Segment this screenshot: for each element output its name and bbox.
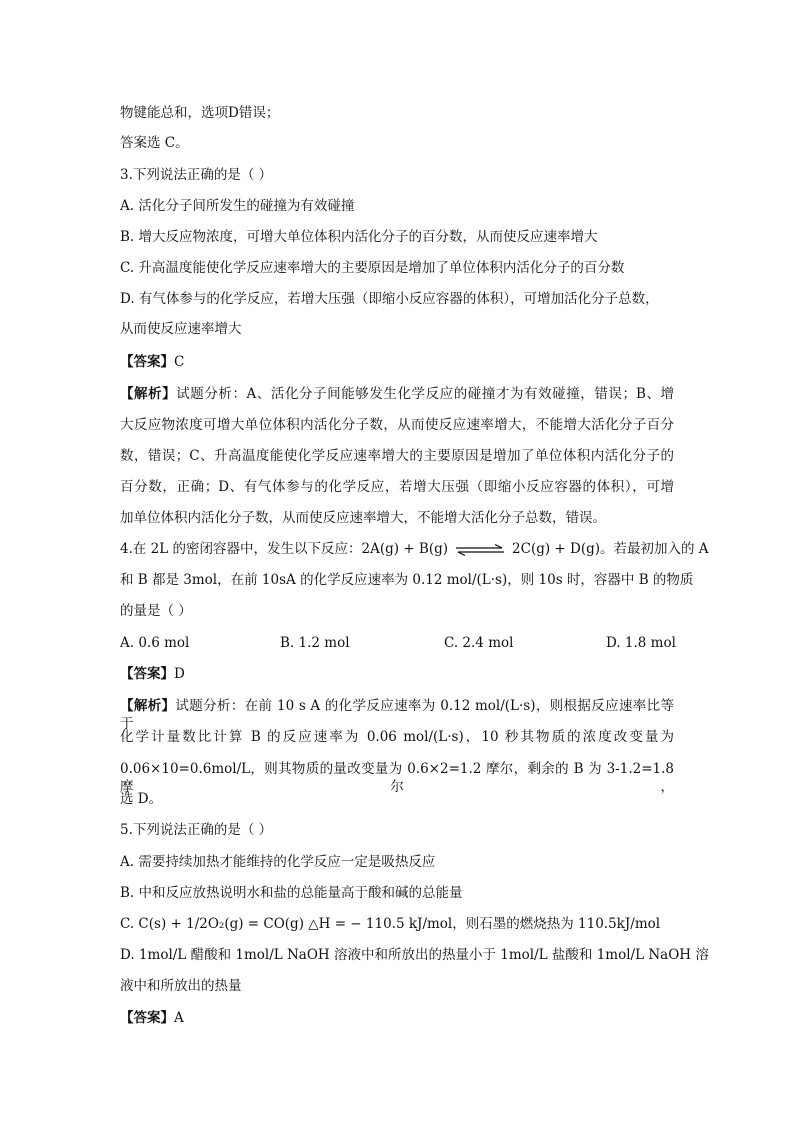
analysis-tag: 【解析】 <box>120 386 177 402</box>
question-3-analysis-line: 大反应物浓度可增大单位体积内活化分子数，从而使反应速率增大，不能增大活化分子百分 <box>120 417 674 433</box>
question-4-analysis-line: 化学计量数比计算 B 的反应速率为 0.06 mol/(L·s)，10 秒其物质的浓度改变量为 <box>120 729 674 745</box>
analysis-text: 试题分析：在前 10 s A 的化学反应速率为 0.12 mol/(L·s)，则根据反应速率比等于 <box>120 698 675 732</box>
question-4-stem-line: 和 B 都是 3mol，在前 10sA 的化学反应速率为 0.12 mol/(L·s)，则 10s 时，容器中 B 的物质 <box>120 572 694 588</box>
answer-tag: 【答案】 <box>120 666 174 682</box>
question-4-answer <box>120 665 185 683</box>
question-3-analysis-line: 加单位体积内活化分子数，从而使反应速率增大，不能增大活化分子总数，错误。 <box>120 510 606 526</box>
text-line: 答案选 C。 <box>120 135 189 151</box>
analysis-tag: 【解析】 <box>120 698 176 714</box>
reaction-lhs: 4.在 2L 的密闭容器中，发生以下反应：2A(g) + B(g) <box>120 541 449 557</box>
equilibrium-arrow-icon <box>454 544 506 556</box>
question-3-option-d: D. 有气体参与的化学反应，若增大压强（即缩小反应容器的体积），可增加活化分子总数， <box>120 291 659 307</box>
question-3-option-a: A. 活化分子间所发生的碰撞为有效碰撞 <box>120 198 355 214</box>
question-4-stem-line: 的量是（ ） <box>120 603 192 619</box>
reaction-rhs: 2C(g) + D(g)。若最初加入的 A <box>512 541 709 557</box>
question-3-option-c: C. 升高温度能使化学反应速率增大的主要原因是增加了单位体积内活化分子的百分数 <box>120 260 625 276</box>
question-3-stem: 3.下列说法正确的是（ ） <box>120 167 273 183</box>
analysis-text: 试题分析：A、活化分子间能够发生化学反应的碰撞才为有效碰撞，错误；B、增 <box>176 386 675 402</box>
question-4-analysis-line: 选 D。 <box>120 791 163 807</box>
question-3-answer <box>120 353 184 371</box>
answer-value: D <box>174 666 185 682</box>
question-4-options <box>120 634 674 652</box>
question-5-option-d: D. 1mol/L 醋酸和 1mol/L NaOH 溶液中和所放出的热量小于 1mol/L 盐酸和 1mol/L NaOH 溶 <box>120 947 709 963</box>
question-4-option-d: D. 1.8 mol <box>606 635 676 651</box>
question-5-option-a: A. 需要持续加热才能维持的化学反应一定是吸热反应 <box>120 854 436 870</box>
text-line: 物键能总和，选项D错误； <box>120 105 280 121</box>
question-4-option-c: C. 2.4 mol <box>444 635 514 651</box>
question-3-analysis <box>120 385 674 403</box>
question-4-stem <box>120 540 709 558</box>
question-5-option-b: B. 中和反应放热说明水和盐的总能量高于酸和碱的总能量 <box>120 885 463 901</box>
question-5-option-d-cont: 液中和所放出的热量 <box>120 978 242 994</box>
answer-tag: 【答案】 <box>120 1010 174 1026</box>
answer-tag: 【答案】 <box>120 354 174 370</box>
question-3-analysis-line: 数，错误；C、升高温度能使化学反应速率增大的主要原因是增加了单位体积内活化分子的 <box>120 448 674 464</box>
answer-value: A <box>174 1010 184 1026</box>
question-5-stem: 5.下列说法正确的是（ ） <box>120 822 273 838</box>
question-3-option-b: B. 增大反应物浓度，可增大单位体积内活化分子的百分数，从而使反应速率增大 <box>120 229 598 245</box>
answer-value: C <box>174 354 185 370</box>
question-3-option-d-cont: 从而使反应速率增大 <box>120 321 242 337</box>
question-4-option-a: A. 0.6 mol <box>120 635 190 651</box>
question-5-option-c: C. C(s) + 1/2O₂(g) = CO(g) △H = − 110.5 kJ/mol，则石墨的燃烧热为 110.5kJ/mol <box>120 916 661 932</box>
question-4-analysis-line: 0.06×10=0.6mol/L，则其物质的量改变量为 0.6×2=1.2 摩尔，剩余的 B 为 3-1.2=1.8 摩尔， <box>120 761 674 795</box>
question-3-analysis-line: 百分数，正确；D、有气体参与的化学反应，若增大压强（即缩小反应容器的体积），可增 <box>120 479 674 495</box>
question-4-option-b: B. 1.2 mol <box>280 635 350 651</box>
question-5-answer <box>120 1009 184 1027</box>
